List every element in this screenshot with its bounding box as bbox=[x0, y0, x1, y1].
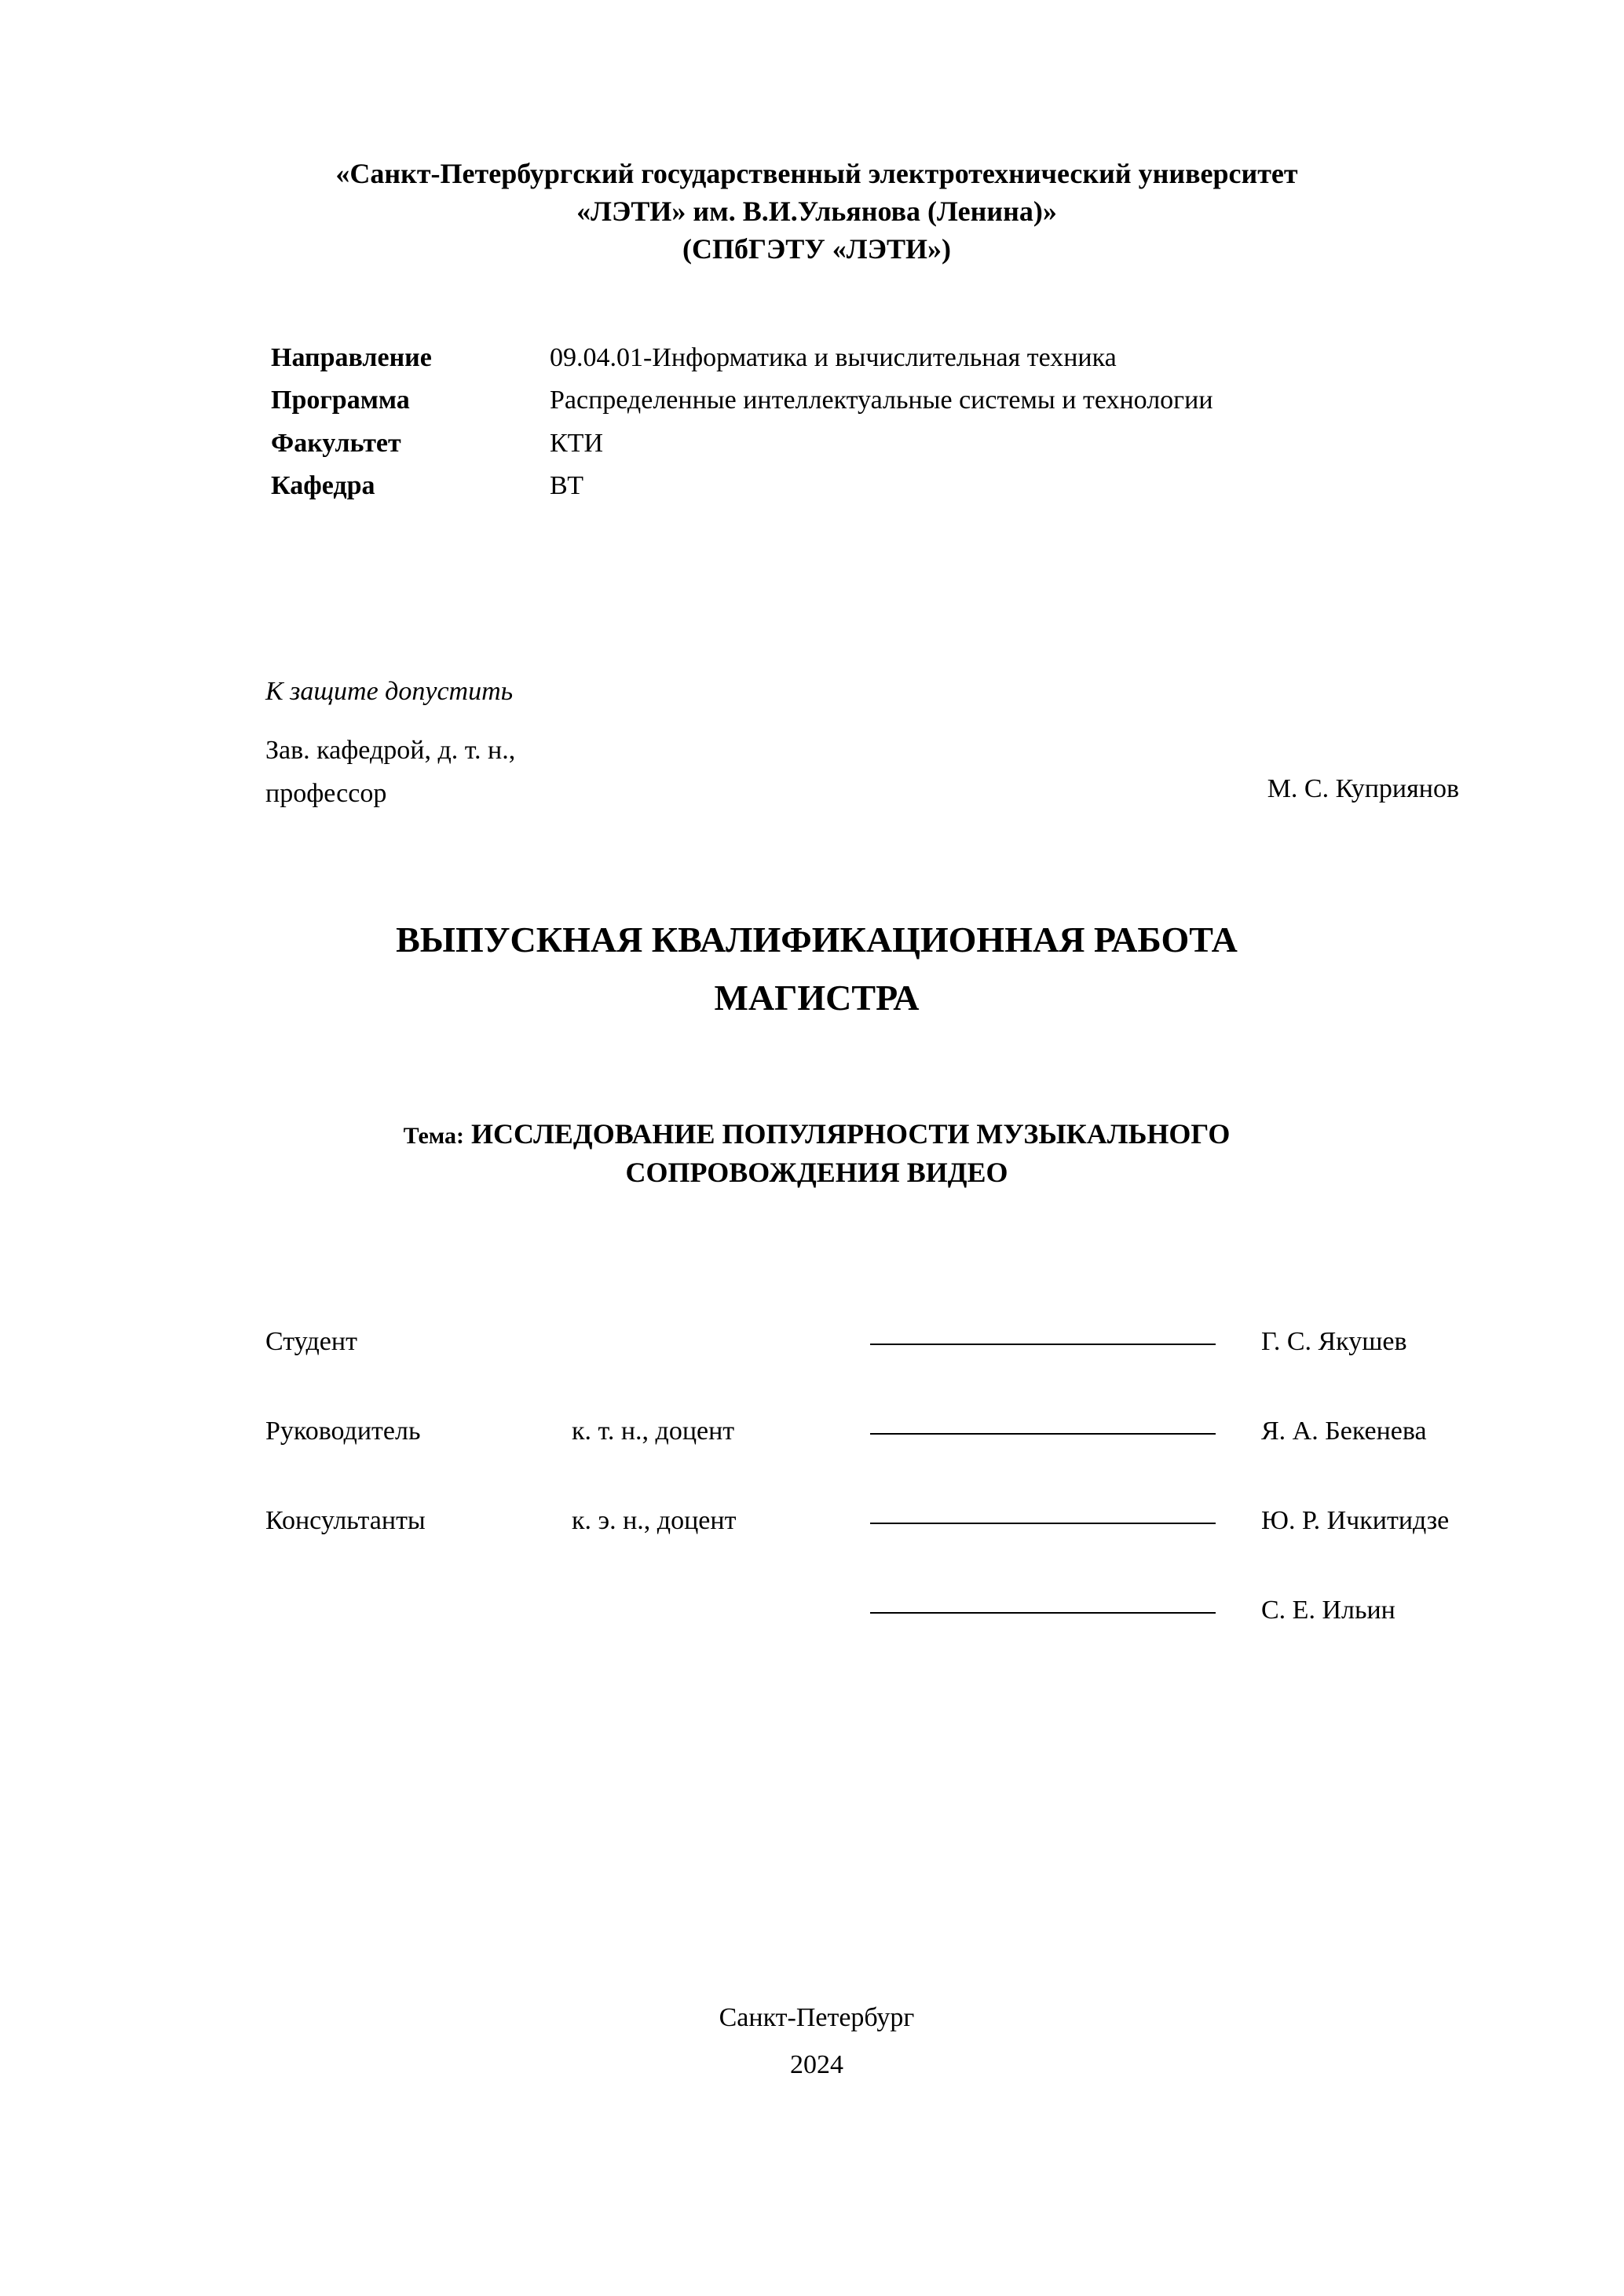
footer-year: 2024 bbox=[790, 2049, 843, 2079]
signature-degree-supervisor: к. т. н., доцент bbox=[572, 1417, 735, 1446]
signature-row-student bbox=[265, 1327, 1538, 1417]
theme-line-1: ИССЛЕДОВАНИЕ ПОПУЛЯРНОСТИ МУЗЫКАЛЬНОГО bbox=[470, 1118, 1231, 1150]
signature-line-student bbox=[870, 1343, 1216, 1345]
signature-row-supervisor bbox=[265, 1417, 1538, 1506]
signature-line-consultant-2 bbox=[870, 1611, 1216, 1614]
approval-position-line-1: Зав. кафедрой, д. т. н., bbox=[265, 736, 516, 765]
page-title-line-2: МАГИСТРА bbox=[714, 977, 920, 1018]
info-row-faculty bbox=[271, 425, 1527, 462]
university-name-line-1: «Санкт-Петербургский государственный электротехнический университет bbox=[335, 158, 1298, 189]
university-name-line-3: (СПбГЭТУ «ЛЭТИ») bbox=[682, 232, 951, 265]
signature-line-consultant-1 bbox=[870, 1522, 1216, 1524]
footer-city: Санкт-Петербург bbox=[719, 2003, 915, 2032]
signature-block bbox=[265, 1327, 1538, 1685]
theme-prefix-label: Тема: bbox=[403, 1123, 464, 1149]
signature-name-supervisor: Я. А. Бекенева bbox=[1261, 1417, 1427, 1446]
info-label-department: Кафедра bbox=[271, 470, 375, 500]
approval-position-line-2: профессор bbox=[265, 779, 387, 809]
signature-name-consultant-1: Ю. Р. Ичкитидзе bbox=[1261, 1506, 1450, 1535]
signature-name-consultant-2: С. Е. Ильин bbox=[1261, 1596, 1395, 1625]
approval-block bbox=[265, 677, 1459, 815]
approval-note: К защите допустить bbox=[265, 677, 514, 706]
info-label-direction: Направление bbox=[271, 343, 432, 372]
info-label-program: Программа bbox=[271, 386, 410, 415]
info-value-direction: 09.04.01-Информатика и вычислительная техника bbox=[550, 343, 1117, 372]
signature-role-student: Студент bbox=[265, 1327, 357, 1356]
approval-position bbox=[265, 729, 815, 815]
signature-line-supervisor bbox=[870, 1432, 1216, 1435]
approval-row bbox=[265, 729, 1459, 815]
theme-line-2: СОПРОВОЖДЕНИЯ ВИДЕО bbox=[625, 1156, 1008, 1188]
info-row-direction bbox=[271, 339, 1527, 377]
info-value-department: ВТ bbox=[550, 470, 583, 500]
info-label-faculty: Факультет bbox=[271, 428, 401, 458]
info-value-faculty: КТИ bbox=[550, 428, 603, 458]
approval-name: М. С. Куприянов bbox=[1267, 774, 1459, 804]
page-title bbox=[204, 911, 1429, 1026]
thesis-theme bbox=[236, 1115, 1398, 1191]
signature-row-consultant-2 bbox=[265, 1596, 1538, 1685]
document-footer bbox=[236, 1994, 1398, 2088]
program-info-block bbox=[271, 339, 1527, 510]
info-row-department bbox=[271, 467, 1527, 505]
signature-degree-consultant-1: к. э. н., доцент bbox=[572, 1506, 737, 1535]
signature-name-student: Г. С. Якушев bbox=[1261, 1327, 1407, 1356]
info-row-program bbox=[271, 382, 1527, 419]
university-name-line-2: «ЛЭТИ» им. В.И.Ульянова (Ленина)» bbox=[576, 195, 1057, 227]
signature-role-supervisor: Руководитель bbox=[265, 1417, 421, 1446]
signature-role-consultants: Консультанты bbox=[265, 1506, 426, 1535]
signature-row-consultant-1 bbox=[265, 1506, 1538, 1596]
page-title-line-1: ВЫПУСКНАЯ КВАЛИФИКАЦИОННАЯ РАБОТА bbox=[396, 919, 1238, 960]
info-value-program: Распределенные интеллектуальные системы и технологии bbox=[550, 386, 1213, 415]
university-header bbox=[236, 155, 1398, 269]
